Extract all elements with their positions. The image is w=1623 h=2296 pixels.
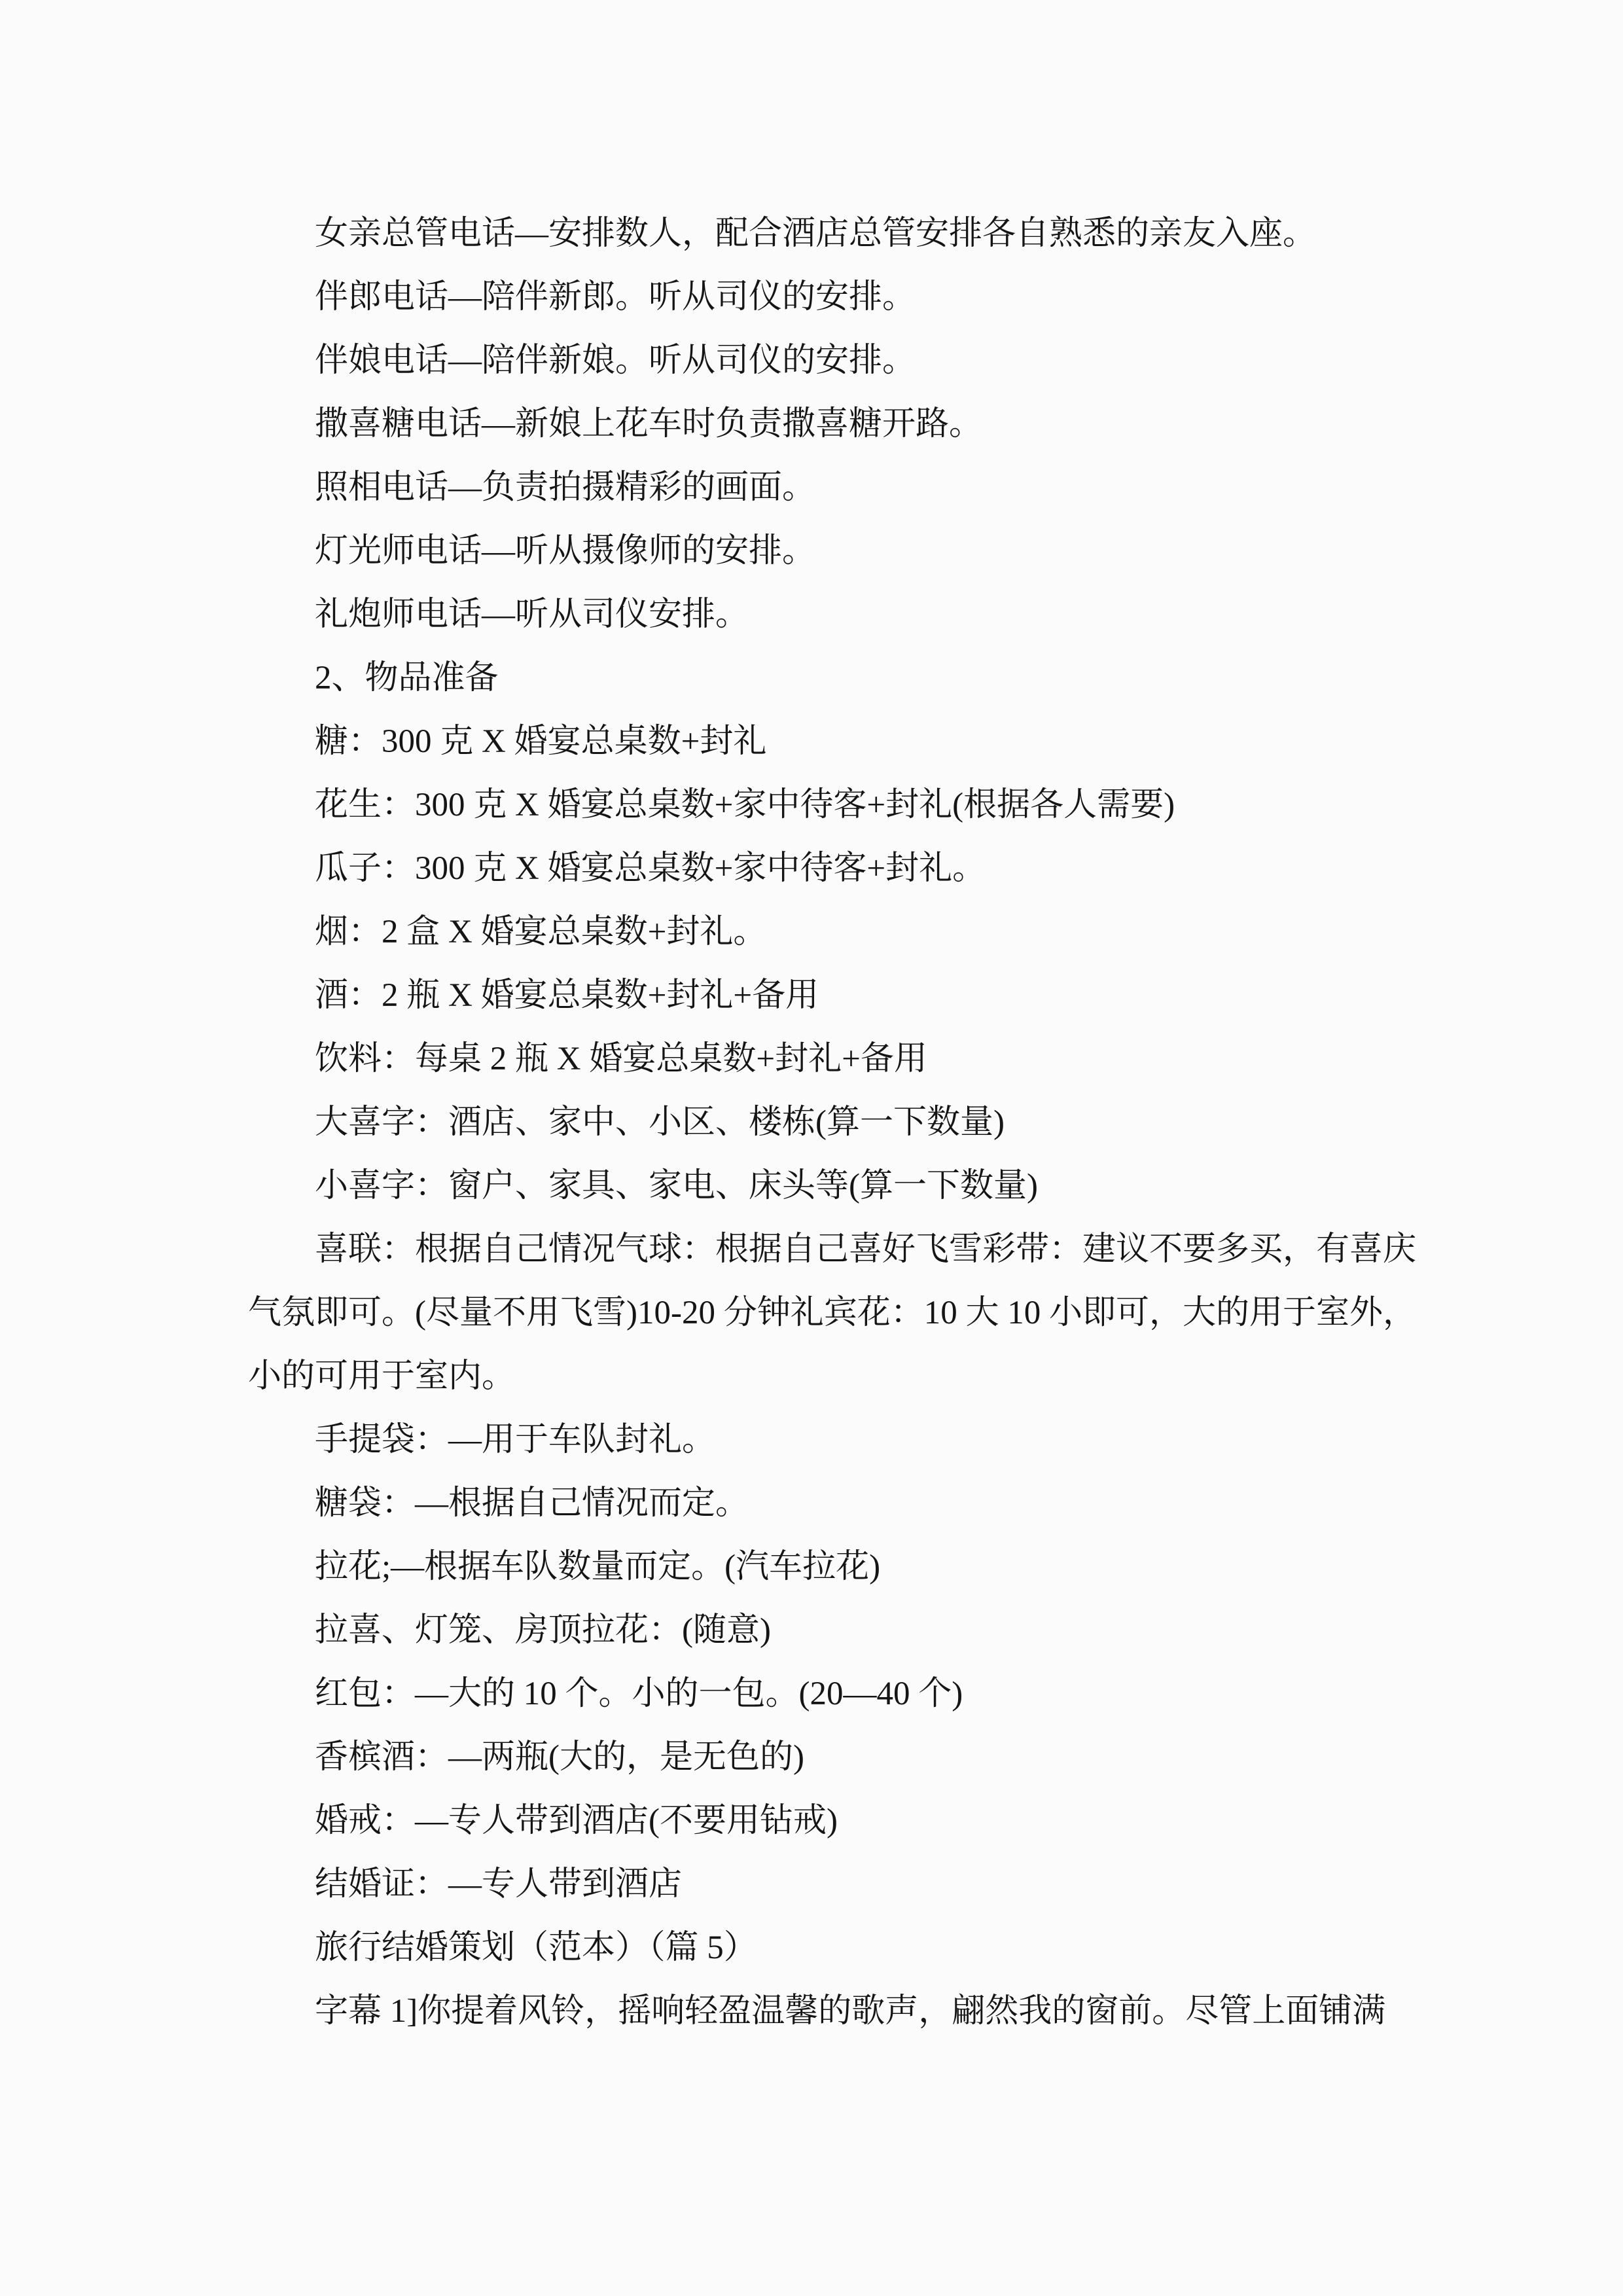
text-line: 糖袋：—根据自己情况而定。 [315,1485,749,1522]
text-line: 照相电话—负责拍摄精彩的画面。 [315,469,816,506]
text-line: 结婚证：—专人带到酒店 [315,1866,683,1903]
text-line: 酒：2 瓶 X 婚宴总桌数+封礼+备用 [315,977,819,1014]
text-line: 小的可用于室内。 [248,1358,516,1395]
text-line: 手提袋：—用于车队封礼。 [315,1422,716,1458]
text-line: 烟：2 盒 X 婚宴总桌数+封礼。 [315,914,767,950]
text-line: 瓜子：300 克 X 婚宴总桌数+家中待客+封礼。 [315,850,986,887]
text-line: 旅行结婚策划（范本）（篇 5） [315,1929,757,1966]
text-line: 伴郎电话—陪伴新郎。听从司仪的安排。 [315,279,916,315]
text-line: 拉喜、灯笼、房顶拉花：(随意) [315,1612,771,1649]
text-line: 撒喜糖电话—新娘上花车时负责撒喜糖开路。 [315,406,983,442]
text-line: 伴娘电话—陪伴新娘。听从司仪的安排。 [315,342,916,379]
text-line: 大喜字：酒店、家中、小区、楼栋(算一下数量) [315,1104,1005,1141]
text-line: 礼炮师电话—听从司仪安排。 [315,596,749,633]
text-line: 字幕 1]你提着风铃，摇响轻盈温馨的歌声，翩然我的窗前。尽管上面铺满 [315,1993,1386,2030]
text-line: 2、物品准备 [315,660,499,696]
text-line: 灯光师电话—听从摄像师的安排。 [315,533,816,569]
text-line: 糖：300 克 X 婚宴总桌数+封礼 [315,723,767,760]
text-line: 气氛即可。(尽量不用飞雪)10-20 分钟礼宾花：10 大 10 小即可，大的用于室外， [248,1295,1416,1331]
text-line: 香槟酒：—两瓶(大的，是无色的) [315,1739,804,1776]
text-lines [248,202,1417,2043]
text-line: 红包：—大的 10 个。小的一包。(20—40 个) [315,1676,963,1712]
text-line: 婚戒：—专人带到酒店(不要用钻戒) [315,1803,838,1839]
text-line: 喜联：根据自己情况气球：根据自己喜好飞雪彩带：建议不要多买，有喜庆 [315,1231,1417,1268]
text-line: 女亲总管电话—安排数人，配合酒店总管安排各自熟悉的亲友入座。 [315,215,1317,252]
text-line: 饮料：每桌 2 瓶 X 婚宴总桌数+封礼+备用 [315,1041,927,1077]
text-line: 小喜字：窗户、家具、家电、床头等(算一下数量) [315,1168,1038,1204]
text-line: 花生：300 克 X 婚宴总桌数+家中待客+封礼(根据各人需要) [315,787,1175,823]
text-line: 拉花;—根据车队数量而定。(汽车拉花) [315,1549,881,1585]
